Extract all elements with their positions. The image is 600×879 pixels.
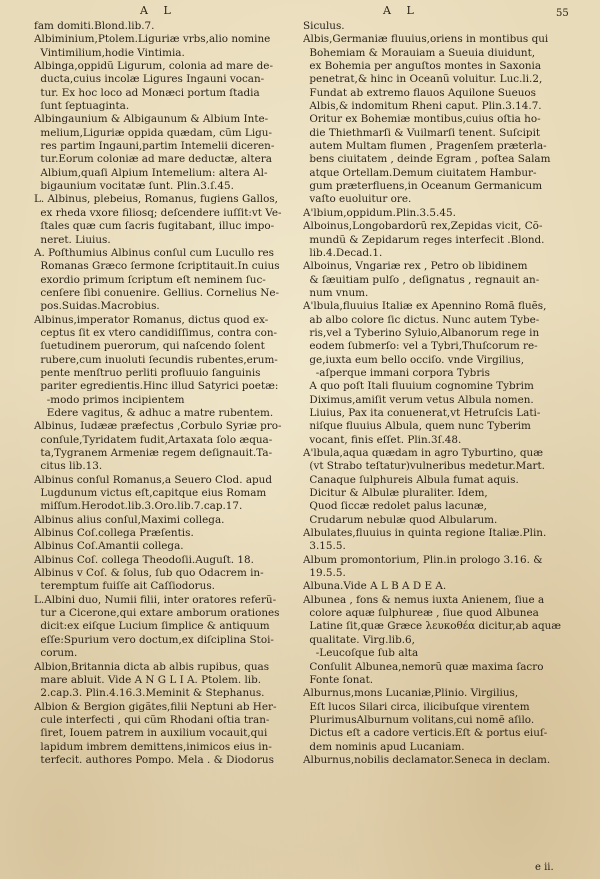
text-line: mare abluit. Vide A N G L I A. Ptolem. lib. [40, 673, 262, 686]
text-line: Albiminium,Ptolem.Liguriæ vrbs,alio nomine [34, 33, 271, 46]
text-line: Dicitur & Albulæ pluraliter. Idem, [309, 487, 488, 500]
text-line: (vt Strabo teſtatur)vulneribus medetur.Mart. [309, 460, 545, 473]
text-line: L.Albini duo, Numii filii, inter oratores referũ- [34, 593, 277, 606]
text-line: 3.15.5. [309, 540, 346, 553]
right-column [303, 20, 573, 767]
text-line: PlurimusAlburnum volitans,cui nomẽ aſilo. [309, 713, 535, 726]
text-line: A'lbium,oppidum.Plin.3.5.45. [303, 206, 456, 219]
text-line: Albinus conſul Romanus,a Seuero Clod. apud [34, 473, 273, 486]
text-line: Oritur ex Bohemiæ montibus,cuius oſtia ho- [309, 113, 541, 126]
text-line: Quod ſiccæ redolet palus lacunæ, [309, 500, 487, 513]
text-line: pos.Suidas.Macrobius. [40, 300, 160, 313]
text-line: ducta,cuius incolæ Ligures Ingauni vocan- [40, 73, 265, 86]
text-line: Albion,Britannia dicta ab albis rupibus, quas [34, 660, 270, 673]
text-line: autem Multam flumen , Pragenſem præterla- [309, 140, 547, 153]
header-left: A L [140, 4, 177, 17]
running-header [0, 4, 600, 18]
text-line: Albulates,fluuius in quinta regione Italiæ.Plin. [303, 527, 547, 540]
text-line: teremptum fuiſſe ait Caſſiodorus. [40, 580, 215, 593]
text-line: eſſe:Spurium vero doctum,ex diſciplina Stoi- [40, 633, 274, 646]
text-line: Siculus. [303, 20, 345, 32]
left-column [34, 20, 296, 767]
text-line: tur. Ex hoc loco ad Monæci portum ſtadia [40, 86, 260, 99]
text-line: num vnum. [309, 286, 369, 299]
text-line: Alboinus, Vngariæ rex , Petro ob libidinem [303, 260, 528, 273]
text-line: ex rheda vxore filiosq; deſcendere iuſſit:vt Ve- [40, 206, 282, 219]
text-line: Albuna.Vide A L B A D E A. [303, 580, 447, 593]
text-line: Albinus Coſ.collega Præſentis. [34, 527, 194, 540]
text-line: qualitate. Virg.lib.6, [309, 633, 415, 646]
text-line: gum præterfluens,in Oceanum Germanicum [309, 180, 543, 193]
text-line: res partim Ingauni,partim Intemelii diceren- [40, 140, 275, 153]
text-line: A'lbula,fluuius Italiæ ex Apennino Romã fluẽs, [303, 300, 547, 313]
text-line: miſſum.Herodot.lib.3.Oro.lib.7.cap.17. [40, 500, 243, 513]
text-line: eodem ſubmerſo: vel a Tybri,Thuſcorum re- [309, 340, 538, 353]
text-line: Fundat ab extremo flauos Aquilone Sueuos [309, 86, 537, 99]
text-line: & ſæuitiam pulſo , deſignatus , regnauit an- [309, 273, 540, 286]
text-line: terfecit. authores Pompo. Mela . & Diodorus [40, 753, 274, 766]
text-line: -Leucoſque ſub alta [315, 647, 419, 660]
text-line: Albion & Bergion gigãtes,filii Neptuni ab Her- [34, 700, 277, 713]
text-line: neret. Liuius. [40, 233, 111, 246]
text-line: Canaque ſulphureis Albula fumat aquis. [309, 473, 519, 486]
text-line: atque Ortellam.Demum ciuitatem Hambur- [309, 166, 537, 179]
text-line: ta,Tygranem Armeniæ regem deſignauit.Ta- [40, 447, 273, 459]
text-line: die Thiethmarſi & Vuilmarſi tenent. Suſcipit [309, 126, 541, 139]
text-line: bens ciuitatem , deinde Egram , poſtea Salam [309, 153, 551, 166]
text-line: Fonte ſonat. [309, 673, 374, 686]
text-line: fam domiti.Blond.lib.7. [34, 20, 155, 32]
text-line: Diximus,amiſit verum vetus Albula nomen. [309, 393, 534, 406]
text-line: ge,iuxta eum bello occiſo. vnde Virgilius, [309, 353, 525, 366]
text-line: Vintimilium,hodie Vintimia. [40, 46, 185, 59]
catchword: e ii. [535, 862, 554, 873]
text-line: Albinus v Coſ. & ſolus, ſub quo Odacrem in- [34, 567, 264, 580]
text-line: Albinus, Iudææ præfectus ,Corbulo Syriæ pro- [34, 420, 282, 433]
text-line: Alburnus,nobilis declamator.Seneca in declam. [303, 753, 551, 766]
text-line: ex Bohemia per anguſtos montes in Saxonia [309, 60, 542, 73]
text-line: pente menſtruo perliti profluuio ſanguinis [40, 366, 261, 379]
text-line: Albinus Coſ. collega Theodoſii.Auguſt. 18. [34, 553, 254, 566]
text-line: Eſt lucos Silari circa, ilicibuſque virentem [309, 700, 530, 713]
text-line: cenſere ſibi conuenire. Gellius. Cornelius Ne- [40, 286, 280, 299]
text-line: Romanas Græco ſermone ſcriptitauit.In cuius [40, 260, 280, 273]
text-line: Albinus,imperator Romanus, dictus quod ex- [34, 313, 269, 326]
text-line: Conſulit Albunea,nemorũ quæ maxima ſacro [309, 660, 544, 673]
text-line: lib.4.Decad.1. [309, 246, 383, 259]
text-line: Edere vagitus, & adhuc a matre rubentem. [46, 406, 274, 419]
text-line: -modo primos incipientem [46, 393, 185, 406]
text-line: Alboinus,Longobardorũ rex,Zepidas vicit, Cõ- [303, 220, 543, 233]
text-line: ſunt ſeptuaginta. [40, 100, 130, 113]
text-line: tur.Eorum coloniæ ad mare deductæ, altera [40, 153, 272, 166]
text-line: penetrat,& hinc in Oceanũ voluitur. Luc.li.2, [309, 73, 543, 86]
text-line: corum. [40, 647, 78, 660]
text-line: A'lbula,aqua quædam in agro Tyburtino, quæ [303, 447, 543, 459]
text-line: dicit:ex eiſque Lucium ſimplice & antiquum [40, 620, 270, 633]
text-line: 2.cap.3. Plin.4.16.3.Meminit & Stephanus. [40, 687, 265, 700]
text-line: citus lib.13. [40, 460, 103, 473]
text-line: Crudarum nebulæ quod Albularum. [309, 513, 498, 526]
text-line: A. Poſthumius Albinus conſul cum Lucullo res [34, 246, 275, 259]
text-line: 19.5.5. [309, 567, 346, 580]
text-line: Latine ſit,quæ Græce λευκοθέα dicitur,ab aquæ [309, 620, 562, 633]
text-line: exordio primum ſcriptum eſt neminem ſuc- [40, 273, 266, 286]
text-line: Liuius, Pax ita conuenerat,vt Hetruſcis Lati- [309, 406, 541, 419]
text-line: lapidum imbrem demittens,inimicos eius in- [40, 740, 272, 753]
text-line: bigaunium vocitatæ ſunt. Plin.3.ſ.45. [40, 180, 234, 193]
text-line: colore aquæ ſulphureæ , ſiue quod Albunea [309, 607, 539, 620]
text-line: ſtales quæ cum ſacris fugitabant, illuc impo- [40, 220, 275, 233]
text-line: L. Albinus, plebeius, Romanus, fugiens Gallos, [34, 193, 278, 206]
text-line: Album promontorium, Plin.in prologo 3.16. & [303, 553, 543, 566]
header-right: A L [383, 4, 420, 17]
text-line: conſule,Tyridatem fudit,Artaxata ſolo æqua- [40, 433, 273, 446]
text-line: ſuetudinem puerorum, qui naſcendo ſolent [40, 340, 265, 353]
text-line: Alburnus,mons Lucaniæ,Plinio. Virgilius, [303, 687, 519, 700]
text-line: ab albo colore ſic dictus. Nunc autem Tybe- [309, 313, 540, 326]
text-line: cule interfecti , qui cũm Rhodani oſtia tran- [40, 713, 270, 726]
page-number: 55 [556, 8, 569, 19]
text-line: Albinus alius conſul,Maximi collega. [34, 513, 225, 526]
text-line: pariter egredientis.Hinc illud Satyrici poetæ: [40, 380, 279, 393]
text-line: ris,vel a Tyberino Syluio,Albanorum rege in [309, 326, 540, 339]
text-line: Albunea , fons & nemus iuxta Anienem, ſiue a [303, 593, 545, 606]
text-line: dem nominis apud Lucaniam. [309, 740, 465, 753]
text-line: vocant, finis eſſet. Plin.3ſ.48. [309, 433, 462, 446]
text-line: ceptus ſit ex vtero candidiſſimus, contra con- [40, 326, 278, 339]
text-line: rubere,cum inuoluti ſecundis rubentes,erum- [40, 353, 278, 366]
text-line: vaſto euoluitur ore. [309, 193, 412, 206]
text-line: ſiret, Iouem patrem in auxilium vocauit,qui [40, 727, 268, 740]
text-line: melium,Liguriæ oppida quædam, cũm Ligu- [40, 126, 273, 139]
text-line: -aſperque immani corpora Tybris [315, 366, 490, 379]
text-line: A quo poſt Itali fluuium cognomine Tybrim [309, 380, 534, 393]
text-line: Albingaunium & Albigaunum & Albium Inte- [34, 113, 269, 126]
text-line: Lugdunum victus eſt,capitque eius Romam [40, 487, 267, 500]
text-line: Albinus Coſ.Amantii collega. [34, 540, 184, 553]
text-line: Albium,quaſi Alpium Intemelium: altera Al- [40, 166, 268, 179]
text-line: Albis,Germaniæ fluuius,oriens in montibus qui [303, 33, 549, 46]
text-line: Dictus eſt a cadore verticis.Eſt & portus eiuſ- [309, 727, 548, 740]
text-line: Bohemiam & Morauiam a Sueuia diuidunt, [309, 46, 536, 59]
text-line: tur a Cicerone,qui extare amborum orationes [40, 607, 280, 620]
text-line: Albis,& indomitum Rheni caput. Plin.3.14.7. [309, 100, 542, 113]
text-line: mundũ & Zepidarum reges interfecit .Blond. [309, 233, 545, 246]
text-line: niſque fluuius Albula, quem nunc Tyberim [309, 420, 531, 433]
text-line: Albinga,oppidũ Ligurum, colonia ad mare de- [34, 60, 273, 73]
